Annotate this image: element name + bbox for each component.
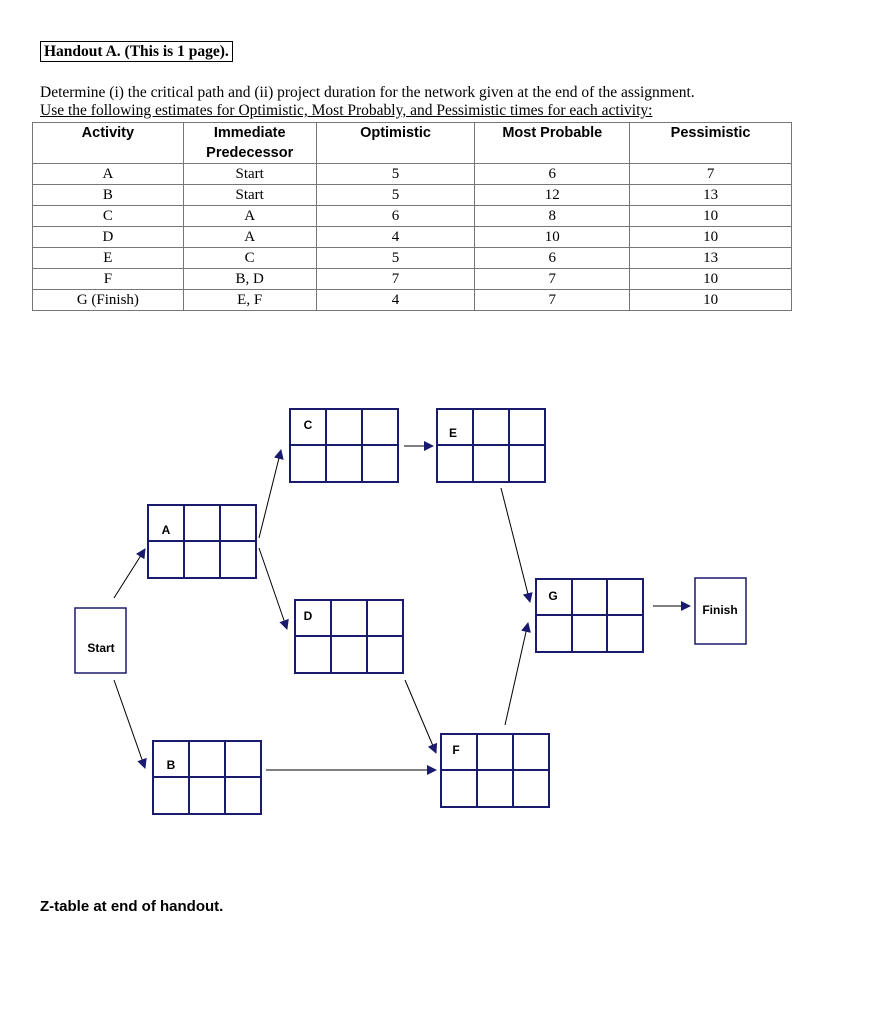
table-cell: 7	[630, 164, 792, 185]
table-cell: 4	[316, 227, 475, 248]
node-c-label: C	[303, 418, 313, 432]
node-finish	[695, 578, 746, 644]
table-cell: 5	[316, 185, 475, 206]
table-cell: A	[183, 206, 316, 227]
node-c	[290, 409, 398, 482]
table-cell: 10	[630, 269, 792, 290]
column-header: Activity	[33, 123, 184, 164]
table-cell: 13	[630, 185, 792, 206]
column-header: Optimistic	[316, 123, 475, 164]
table-cell: Start	[183, 185, 316, 206]
arrow-a-d	[259, 548, 287, 629]
table-cell: B	[33, 185, 184, 206]
footer-note: Z-table at end of handout.	[40, 898, 224, 915]
node-start-label: Start	[87, 641, 115, 655]
table-cell: C	[33, 206, 184, 227]
table-cell: A	[183, 227, 316, 248]
arrow-a-c	[259, 450, 281, 538]
table-cell: 10	[630, 290, 792, 311]
node-g	[536, 579, 643, 652]
arrow-d-f	[405, 680, 436, 753]
arrow-e-g	[501, 488, 530, 602]
table-cell: 6	[475, 248, 630, 269]
node-finish-label: Finish	[702, 603, 738, 617]
node-d	[295, 600, 403, 673]
table-cell: 12	[475, 185, 630, 206]
node-a	[148, 505, 256, 578]
table-cell: 10	[630, 206, 792, 227]
table-cell: 8	[475, 206, 630, 227]
node-e-label: E	[448, 426, 458, 440]
table-cell: E	[33, 248, 184, 269]
arrow-start-b	[114, 680, 145, 768]
table-cell: 5	[316, 248, 475, 269]
column-header: Most Probable	[475, 123, 630, 164]
table-cell: 6	[475, 164, 630, 185]
page-title: Handout A. (This is 1 page).	[40, 41, 233, 62]
table-cell: Start	[183, 164, 316, 185]
table-cell: G (Finish)	[33, 290, 184, 311]
node-e	[437, 409, 545, 482]
table-cell: D	[33, 227, 184, 248]
table-cell: 7	[475, 290, 630, 311]
table-cell: 4	[316, 290, 475, 311]
column-header: Immediate Predecessor	[183, 123, 316, 164]
arrow-start-a	[114, 549, 145, 598]
table-cell: 10	[475, 227, 630, 248]
node-f	[441, 734, 549, 807]
node-a-label: A	[161, 523, 171, 537]
table-cell: 5	[316, 164, 475, 185]
node-b	[153, 741, 261, 814]
table-cell: 7	[475, 269, 630, 290]
table-cell: 6	[316, 206, 475, 227]
table-cell: 7	[316, 269, 475, 290]
table-cell: E, F	[183, 290, 316, 311]
table-cell: 10	[630, 227, 792, 248]
arrow-f-g	[505, 623, 528, 725]
table-cell: A	[33, 164, 184, 185]
node-b-label: B	[166, 758, 176, 772]
column-header: Pessimistic	[630, 123, 792, 164]
instructions-line-1: Determine (i) the critical path and (ii) project duration for the network given at the end of the assignment.	[40, 84, 695, 101]
node-g-label: G	[548, 589, 558, 603]
table-cell: 13	[630, 248, 792, 269]
table-cell: B, D	[183, 269, 316, 290]
table-cell: C	[183, 248, 316, 269]
table-cell: F	[33, 269, 184, 290]
node-d-label: D	[303, 609, 313, 623]
instructions-line-2: Use the following estimates for Optimistic, Most Probably, and Pessimistic times for each activity:	[40, 102, 653, 119]
node-f-label: F	[452, 743, 460, 757]
node-start	[75, 608, 126, 673]
